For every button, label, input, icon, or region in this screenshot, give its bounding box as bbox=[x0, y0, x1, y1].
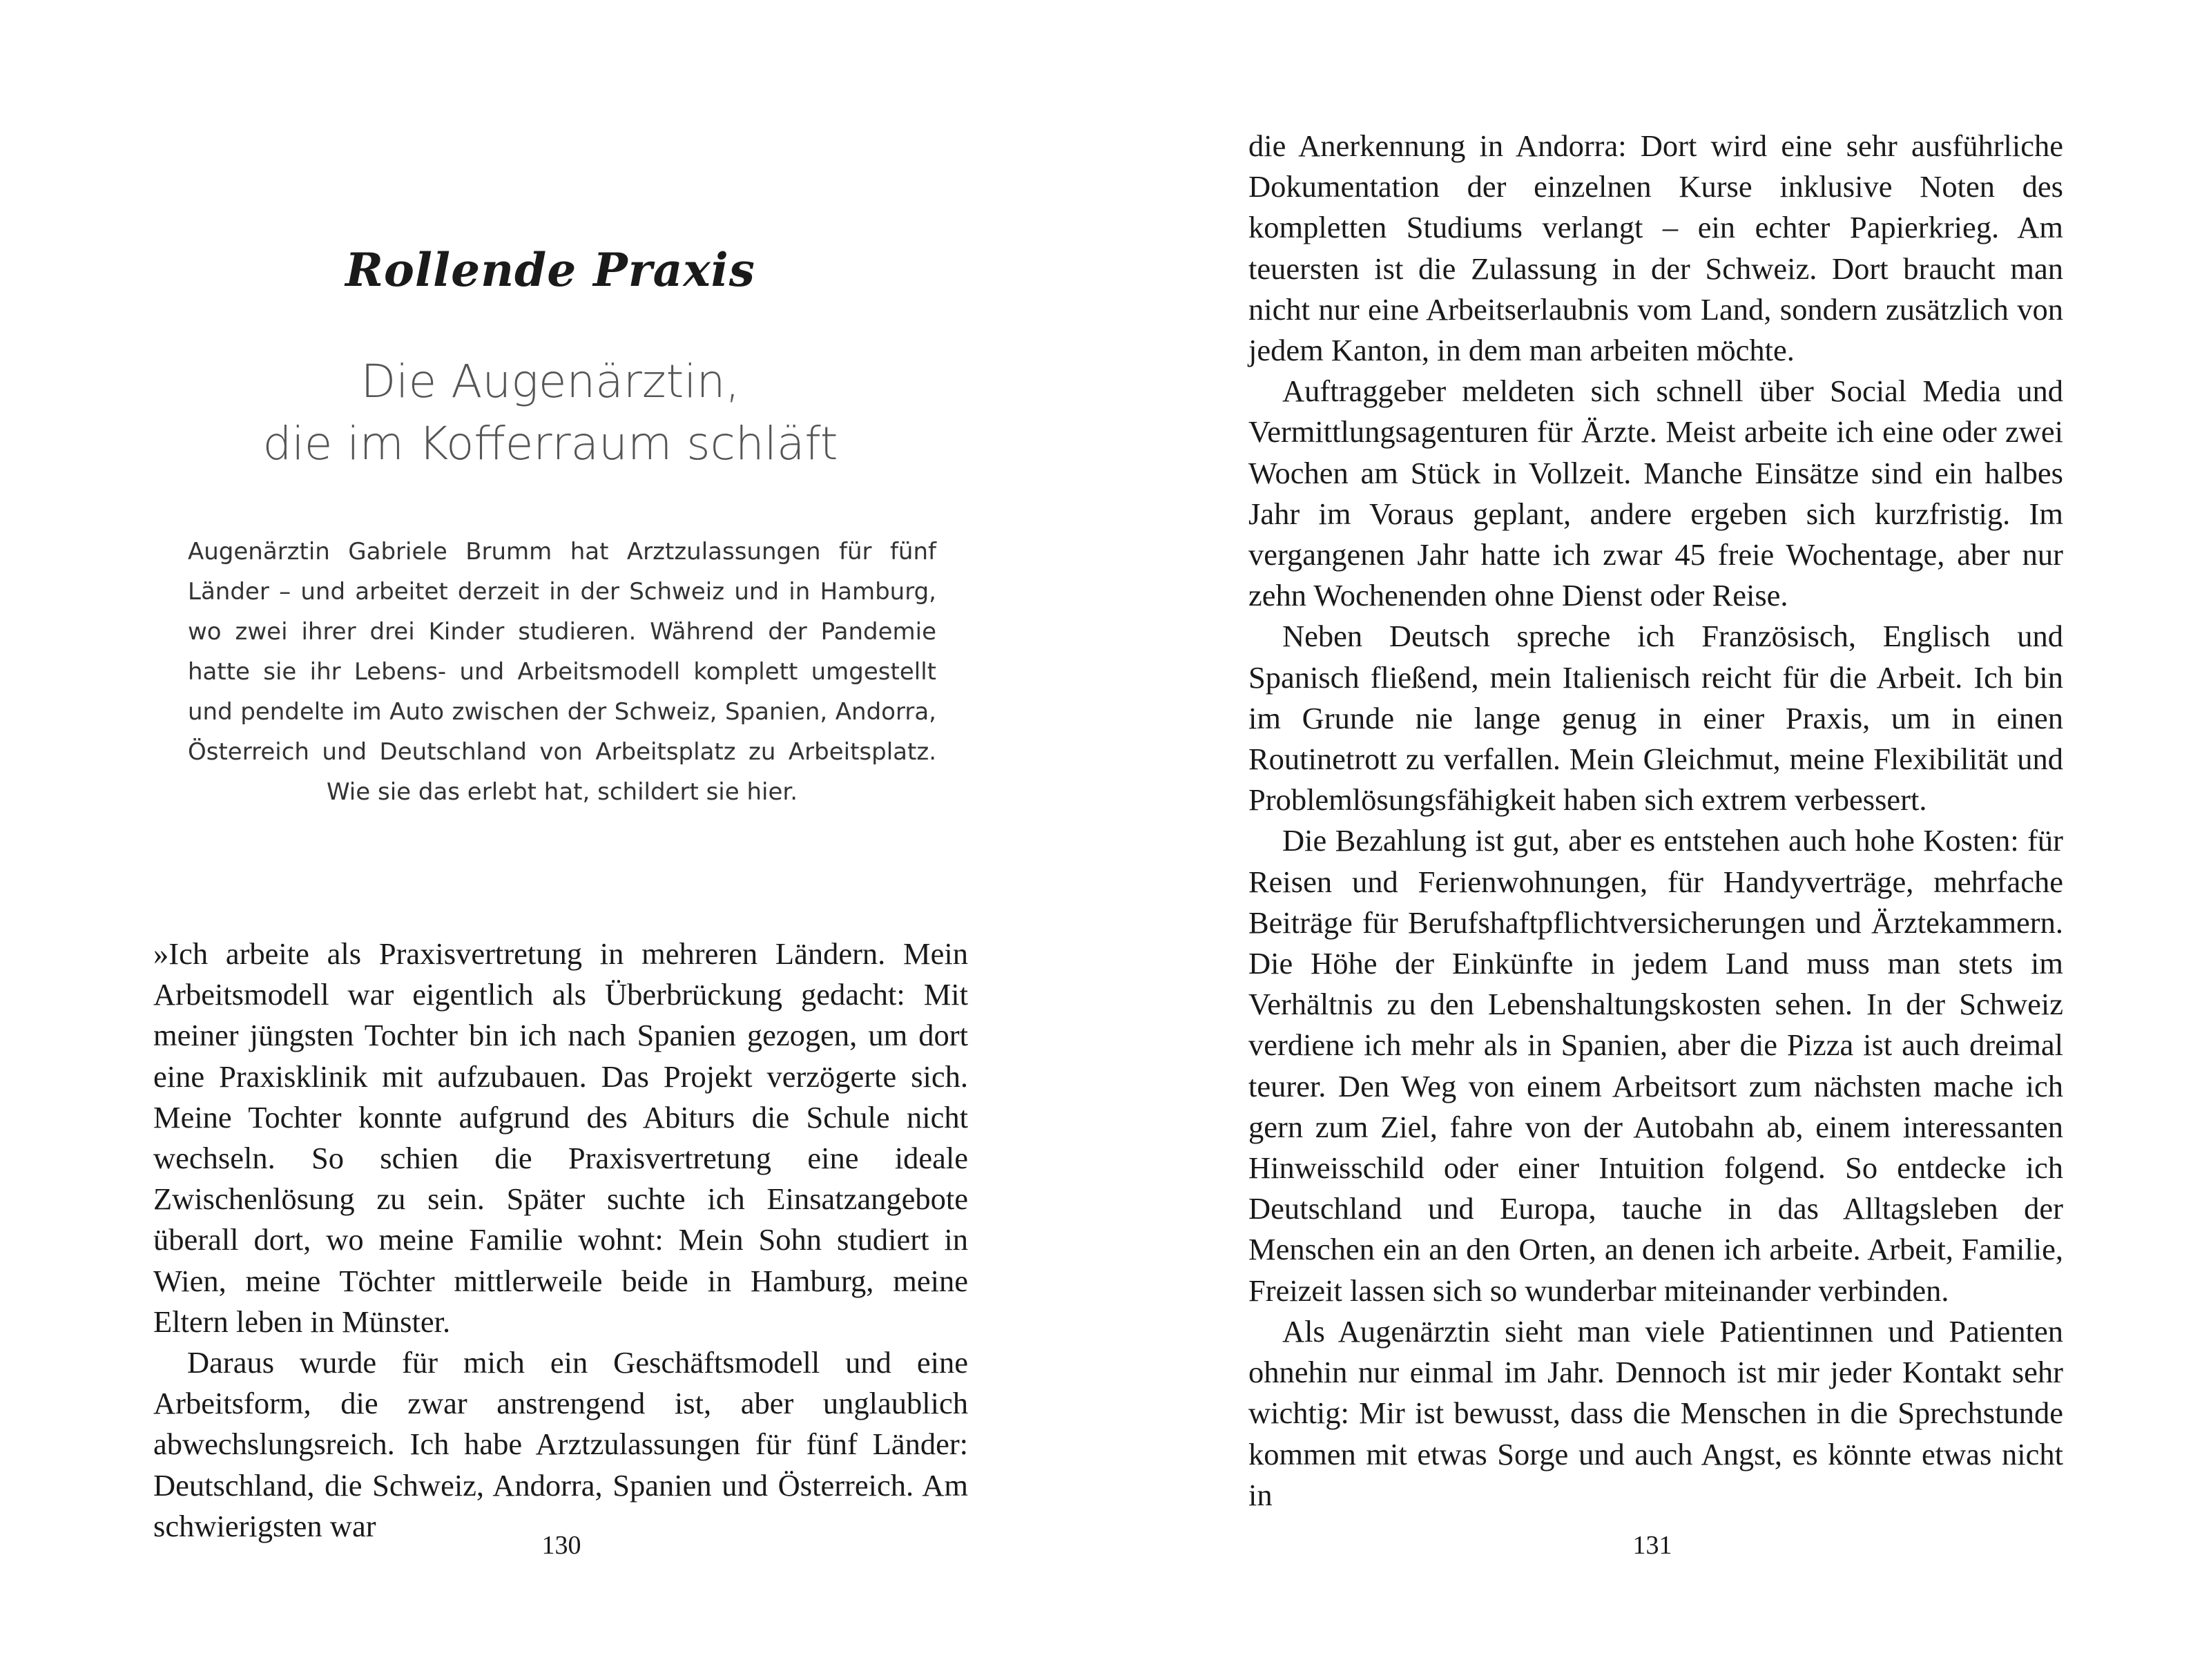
body-paragraph: Die Bezahlung ist gut, aber es entstehen auch hohe Kosten: für Reisen und Ferienwohnungen, für Handyverträge, mehrfache Beiträge für Berufshaftpflichtversicherungen und Ärztekammern. Die Höhe der Einkünfte in jedem Land muss man stets im Verhältnis zu den Lebenshaltungskosten sehen. In der Schweiz verdiene ich mehr als in Spanien, aber die Pizza ist auch dreimal teurer. Den Weg von einem Arbeitsort zum nächsten mache ich gern zum Ziel, fahre von der Autobahn ab, einem interessanten Hinweisschild oder einer Intuition folgend. So entdecke ich Deutschland und Europa, tauche in das Alltagsleben der Menschen ein an den Orten, an denen ich arbeite. Arbeit, Familie, Freizeit lassen sich so wunderbar miteinander verbinden. bbox=[1248, 823, 2063, 1308]
body-paragraph: »Ich arbeite als Praxisvertretung in mehreren Ländern. Mein Arbeitsmodell war eigentlich als Überbrückung gedacht: Mit meiner jüngsten Tochter bin ich nach Spanien gezogen, um dort eine Praxisklinik mit aufzubauen. Das Projekt verzögerte sich. Meine Tochter konnte aufgrund des Abiturs die Schule nicht wechseln. So schien die Praxisvertretung eine ideale Zwischenlösung zu sein. Später suchte ich Einsatzangebote überall dort, wo meine Familie wohnt: Mein Sohn studiert in Wien, meine Töchter mittlerweile beide in Hamburg, meine Eltern leben in Münster. bbox=[153, 936, 968, 1339]
page-number-right: 131 bbox=[1632, 1531, 1672, 1560]
body-paragraph: die Anerkennung in Andorra: Dort wird eine sehr ausführliche Dokumentation der einzelnen Kurse inklusive Noten des kompletten Studiums verlangt – ein echter Papierkrieg. Am teuersten ist die Zulassung in der Schweiz. Dort braucht man nicht nur eine Arbeitserlaubnis vom Land, sondern zusätzlich von jedem Kanton, in dem man arbeiten möchte. bbox=[1248, 128, 2063, 368]
body-paragraph: Daraus wurde für mich ein Geschäftsmodell und eine Arbeitsform, die zwar anstrengend ist, aber unglaublich abwechslungsreich. Ich habe Arztzulassungen für fünf Länder: Deutschland, die Schweiz, Andorra, Spanien und Österreich. Am schwierigsten war bbox=[153, 1345, 968, 1543]
subtitle-line-1: Die Augenärztin, bbox=[360, 355, 740, 408]
body-paragraph: Neben Deutsch spreche ich Französisch, Englisch und Spanisch fließend, mein Italienisch reicht für die Arbeit. Ich bin im Grunde nie lange genug in einer Praxis, um in einen Routinetrott zu verfallen. Mein Gleichmut, meine Flexibilität und Problemlösungsfähigkeit haben sich extrem verbessert. bbox=[1248, 619, 2063, 818]
page-number-left: 130 bbox=[541, 1531, 581, 1560]
right-body-text bbox=[1248, 126, 2063, 1516]
chapter-title: Rollende Praxis bbox=[345, 243, 755, 297]
body-paragraph: Auftraggeber meldeten sich schnell über Social Media und Vermittlungsagenturen für Ärzte. Meist arbeite ich eine oder zwei Wochen am Stück in Vollzeit. Manche Einsätze sind ein halbes Jahr im Voraus geplant, andere ergeben sich kurzfristig. Im vergangenen Jahr hatte ich zwar 45 freie Wochentage, aber nur zehn Wochenenden ohne Dienst oder Reise. bbox=[1248, 374, 2063, 613]
subtitle-line-2: die im Kofferraum schläft bbox=[262, 417, 838, 470]
chapter-subtitle bbox=[0, 351, 1101, 475]
body-paragraph: Als Augenärztin sieht man viele Patientinnen und Patienten ohnehin nur einmal im Jahr. Dennoch ist mir jeder Kontakt sehr wichtig: Mir ist bewusst, dass die Menschen in die Sprechstunde kommen mit etwas Sorge und auch Angst, es könnte etwas nicht in bbox=[1248, 1313, 2063, 1512]
left-body-text bbox=[153, 934, 968, 1547]
chapter-intro: Augenärztin Gabriele Brumm hat Arztzulassungen für fünf Länder – und arbeitet derzeit in der Schweiz und in Hamburg, wo zwei ihrer drei Kinder studieren. Während der Pandemie hatte sie ihr Lebens- und Arbeitsmodell komplett umgestellt und pendelte im Auto zwischen der Schweiz, Spanien, Andorra, Österreich und Deutschland von Arbeitsplatz zu Arbeitsplatz. Wie sie das erlebt hat, schildert sie hier. bbox=[188, 538, 936, 806]
